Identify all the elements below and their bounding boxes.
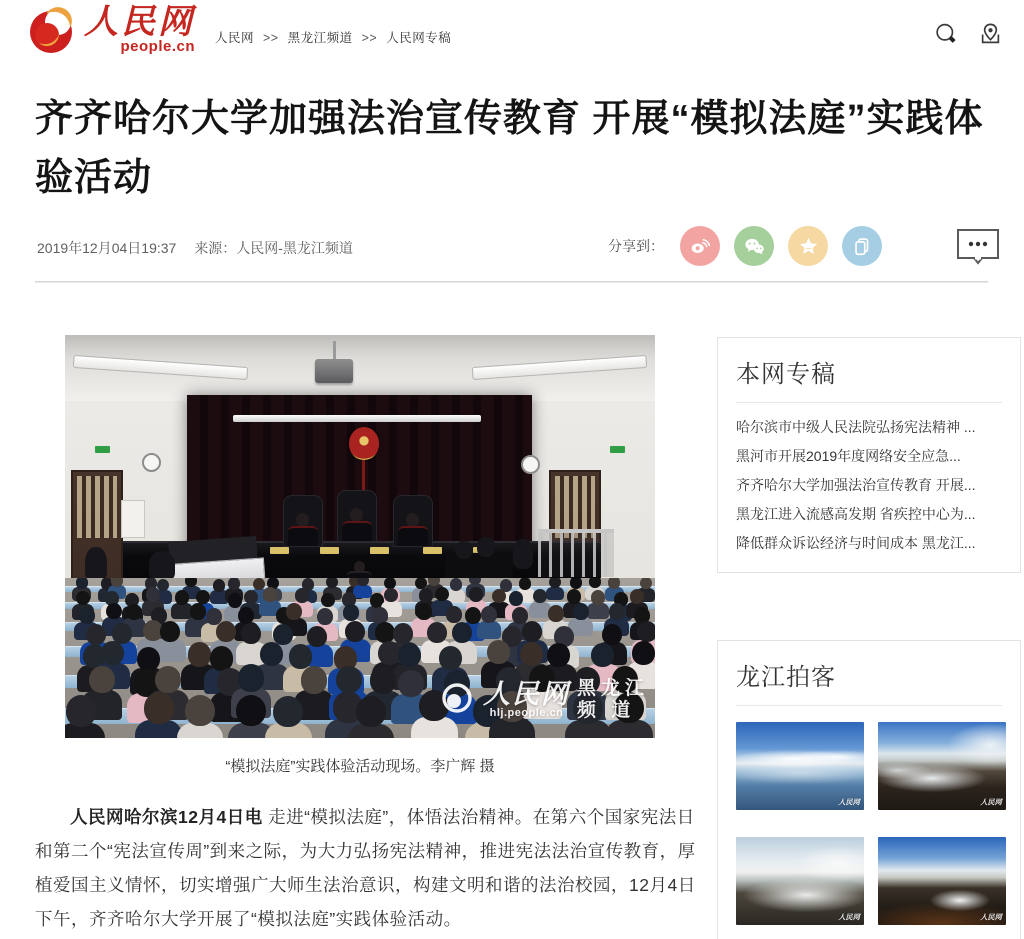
people-cn-logo-mark-icon — [26, 4, 78, 63]
crowd-person-head — [356, 696, 386, 728]
photo-judge — [296, 513, 309, 527]
photo-attendee — [513, 539, 533, 569]
crowd-person-head — [419, 588, 433, 603]
crowd-person — [587, 603, 609, 619]
share-bar — [608, 226, 882, 266]
crowd-person-head — [372, 607, 388, 624]
crowd-person-head — [79, 607, 95, 624]
crowd-person-head — [487, 640, 510, 664]
photo-screen — [233, 415, 481, 422]
list-item[interactable]: 齐齐哈尔大学加强法治宣传教育 开展... — [736, 477, 976, 493]
crowd-person-head — [273, 624, 293, 645]
crowd-person-head — [196, 590, 210, 605]
photo-name-plate — [320, 547, 339, 554]
share-label: 分享到： — [608, 238, 664, 254]
breadcrumb-separator: >> — [263, 31, 279, 45]
photo-national-emblem — [349, 427, 379, 460]
photo-exit-sign — [95, 446, 110, 453]
crowd-person-head — [640, 578, 652, 589]
photo-projector-arm — [333, 341, 336, 361]
crowd-person-head — [632, 641, 655, 665]
crowd-person-head — [345, 621, 365, 642]
crowd-person-head — [519, 578, 531, 590]
crowd-person-head — [307, 626, 327, 647]
list-item[interactable]: 哈尔滨市中级人民法院弘扬宪法精神 ... — [736, 419, 976, 435]
photo-officer — [85, 547, 107, 581]
article-title: 齐齐哈尔大学加强法治宣传教育 开展“模拟法庭”实践体验活动 — [35, 98, 984, 199]
crowd-person-head — [573, 603, 589, 620]
photo-caption: “模拟法庭”实践体验活动现场。李广辉 摄 — [225, 758, 495, 775]
crowd-person-head — [393, 623, 413, 644]
article-column — [35, 335, 700, 936]
crowd-person-head — [160, 621, 180, 642]
crowd-person-head — [89, 666, 115, 693]
watermark-channel: 频 道 — [576, 700, 636, 721]
crowd-person-head — [549, 578, 561, 588]
thumb-watermark: 人民网 — [980, 798, 1002, 807]
crowd-person-head — [175, 590, 189, 605]
crowd-person-head — [435, 587, 449, 602]
photo-watermark — [440, 678, 649, 722]
crowd-person-head — [137, 647, 160, 671]
crowd-person-head — [439, 646, 462, 670]
crowd-person-head — [236, 695, 266, 727]
publish-date: 2019年12月04日19:37 — [37, 240, 177, 256]
photo-name-plate — [270, 547, 289, 554]
photo-name-plate — [423, 547, 442, 554]
share-weibo-icon[interactable] — [680, 226, 720, 266]
logo-cn-text: 人民网 — [84, 3, 195, 41]
article-photo[interactable] — [65, 335, 655, 738]
share-wechat-icon[interactable] — [734, 226, 774, 266]
crowd-person-head — [570, 578, 582, 589]
photo-judge-robe — [398, 526, 428, 546]
photo-notice-board — [121, 500, 145, 538]
thumb-watermark: 人民网 — [980, 913, 1002, 922]
crowd-person-head — [101, 641, 124, 665]
crowd-person-head — [591, 643, 614, 667]
photo-projector — [315, 359, 353, 383]
crowd-person-head — [66, 695, 96, 727]
crowd-person-head — [446, 606, 462, 623]
crowd-person-head — [260, 642, 283, 666]
special-report-title: 本网专稿 — [736, 354, 1002, 403]
crowd-person-head — [210, 646, 233, 670]
crowd-person-head — [155, 666, 181, 693]
gallery-photo[interactable] — [878, 722, 1006, 810]
watermark-logo-icon — [440, 679, 476, 722]
breadcrumb-home[interactable]: 人民网 — [215, 31, 255, 45]
crowd-person-head — [520, 642, 543, 666]
photo-judge — [406, 513, 419, 527]
crowd-person-head — [637, 621, 655, 642]
photo-name-plate — [370, 547, 389, 554]
crowd-person-head — [185, 695, 215, 727]
share-copy-icon[interactable] — [842, 226, 882, 266]
thumb-watermark: 人民网 — [838, 798, 860, 807]
photo-attendee — [455, 541, 473, 559]
header-divider — [35, 281, 988, 283]
crowd-person-head — [609, 603, 625, 620]
crowd-person-head — [289, 644, 312, 668]
photo-judge-robe — [342, 521, 372, 541]
crowd-person-head — [301, 666, 327, 693]
gallery-photo[interactable] — [736, 837, 864, 925]
crowd-person-head — [188, 642, 211, 666]
crowd-person-head — [509, 591, 523, 606]
crowd-person — [353, 585, 372, 599]
article-meta — [37, 238, 353, 258]
sidebar — [717, 337, 1021, 939]
photo-clock — [142, 453, 161, 472]
photo-gallery-grid — [736, 722, 1002, 925]
crowd-person-head — [213, 579, 225, 592]
watermark-site: 人民网 — [482, 679, 570, 709]
crowd-person-head — [512, 607, 528, 624]
article-lead: 人民网哈尔滨12月4日电 — [70, 807, 263, 827]
photo-judge-robe — [288, 526, 318, 546]
location-icon[interactable] — [976, 20, 1004, 48]
crowd-person-head — [465, 607, 481, 624]
photo-attendee — [477, 537, 495, 557]
breadcrumb-separator: >> — [361, 31, 378, 45]
crowd-person-head — [547, 643, 570, 667]
crowd-person-head — [375, 622, 395, 643]
search-icon[interactable] — [932, 20, 960, 48]
crowd-person-head — [567, 589, 581, 604]
photo-exit-sign — [610, 446, 625, 453]
crowd-person-head — [492, 589, 506, 604]
crowd-person-head — [591, 590, 605, 605]
crowd-person-head — [317, 608, 333, 625]
special-report-box — [717, 337, 1021, 573]
crowd-person-head — [76, 578, 88, 589]
breadcrumb-channel[interactable]: 黑龙江频道 — [287, 31, 353, 45]
special-report-list — [736, 413, 1002, 558]
list-item[interactable]: 黑河市开展2019年度网络安全应急... — [736, 448, 961, 464]
breadcrumb — [215, 28, 451, 46]
crowd-person-head — [286, 603, 302, 620]
crowd-person-head — [146, 587, 160, 602]
watermark-channel: 黑龙江 — [576, 678, 649, 699]
logo-en-text: people.cn — [120, 38, 195, 55]
crowd-person-head — [450, 578, 462, 591]
breadcrumb-section[interactable]: 人民网专稿 — [386, 31, 452, 45]
crowd-person-head — [238, 664, 264, 691]
people-cn-logo[interactable] — [26, 4, 195, 63]
crowd-person-head — [548, 605, 564, 622]
crowd-person-head — [427, 622, 447, 643]
crowd-person-head — [469, 587, 483, 602]
crowd-person-head — [190, 603, 206, 620]
gallery-photo[interactable] — [878, 837, 1006, 925]
crowd-person-head — [452, 622, 472, 643]
crowd-person-head — [126, 604, 142, 621]
article-body — [35, 800, 700, 936]
crowd-person-head — [273, 696, 303, 728]
crowd-person-head — [602, 624, 622, 645]
gallery-photo[interactable] — [736, 722, 864, 810]
crowd-person-head — [398, 670, 424, 697]
list-item[interactable]: 降低群众诉讼经济与时间成本 黑龙江... — [736, 535, 976, 551]
photo-gallery-title: 龙江拍客 — [736, 657, 1002, 706]
crowd-person-head — [263, 587, 277, 602]
article-body-text: 走进“模拟法庭”，体悟法治精神。在第六个国家宪法日和第二个“宪法宣传周”到来之际，为大力弘扬宪法精神，推进宪法法治宣传教育，厚植爱国主义情怀，切实增强广大师生法治意识，构建文明和谐的法治校园，12月4日下午，齐齐哈尔大学开展了“模拟法庭”实践体验活动。 — [35, 807, 696, 929]
share-qzone-icon[interactable] — [788, 226, 828, 266]
watermark-url: hlj.people.cn — [489, 707, 564, 719]
photo-dock-railing — [538, 529, 614, 577]
photo-clock — [521, 455, 540, 474]
crowd-person-head — [398, 643, 421, 667]
crowd-person-head — [630, 589, 644, 604]
crowd-person-head — [589, 578, 601, 588]
photo-officer — [149, 551, 175, 581]
photo-judge — [350, 508, 363, 522]
photo-gallery-box — [717, 640, 1021, 939]
crowd-person-head — [86, 624, 106, 645]
crowd-person-head — [522, 621, 542, 642]
crowd-person — [477, 621, 502, 639]
list-item[interactable]: 黑龙江进入流感高发期 省疾控中心为... — [736, 506, 976, 522]
crowd-person-head — [228, 578, 240, 590]
article-source[interactable]: 来源：人民网-黑龙江频道 — [194, 240, 353, 256]
crowd-person-head — [216, 621, 236, 642]
crowd-person-head — [370, 666, 396, 693]
crowd-person-head — [295, 588, 309, 603]
crowd-person-head — [111, 578, 123, 587]
crowd-person-head — [76, 591, 90, 606]
crowd-person — [546, 587, 565, 601]
crowd-person-head — [336, 666, 362, 693]
crowd-person-head — [343, 604, 359, 621]
thumb-watermark: 人民网 — [838, 913, 860, 922]
crowd-person-head — [144, 692, 174, 724]
crowd-person-head — [416, 603, 432, 620]
crowd-person-head — [481, 606, 497, 623]
comment-bubble-icon[interactable] — [956, 228, 1000, 271]
crowd-person-head — [321, 593, 335, 608]
